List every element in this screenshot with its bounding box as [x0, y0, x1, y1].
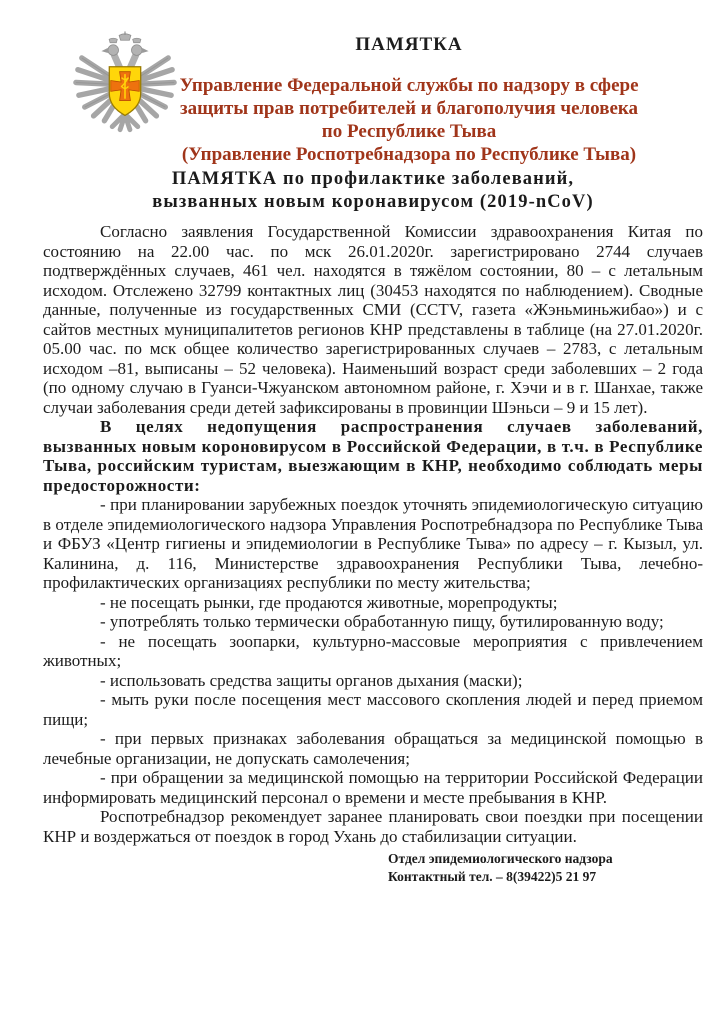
footer-contact-phone: Контактный тел. – 8(39422)5 21 97 — [388, 868, 597, 884]
org-name-line-1: Управление Федеральной службы по надзору в сфере — [179, 75, 639, 96]
precaution-item-1: - при планировании зарубежных поездок уточнять эпидемиологическую ситуацию в отделе эпидемиологического надзора Управления Роспотребнадзора по Республике Тыва и ФБУЗ «Центр гигиены и эпидемиологии в Республике Тыва» по адресу – г. Кызыл, ул. Калинина, д. 116, Министерстве здравоохранения Республики Тыва, лечебно-профилактических организациях республики по месту жительства; — [43, 495, 703, 592]
document-footer — [388, 850, 724, 885]
precaution-item-3: - употреблять только термически обработанную пищу, бутилированную воду; — [100, 612, 664, 631]
precaution-item-8: - при обращении за медицинской помощью на территории Российской Федерации информировать медицинский персонал о времени и месте пребывания в КНР. — [43, 768, 703, 807]
body-paragraph-precautions-intro: В целях недопущения распространения случаев заболеваний, вызванных новым короновирусом в Российской Федерации, в т.ч. в Республике Тыва, российским туристам, выезжающим в КНР, необходимо соблюдать меры предосторожности: — [43, 417, 703, 495]
document-type-label: ПАМЯТКА — [355, 34, 463, 55]
org-name-line-3: по Республике Тыва — [321, 121, 497, 142]
precaution-item-5: - использовать средства защиты органов дыхания (маски); — [100, 670, 523, 690]
body-paragraph-statistics: Согласно заявления Государственной Комиссии здравоохранения Китая по состоянию на 22.00 час. по мск 26.01.2020г. зарегистрировано 2744 случаев подтверждённых случаев, 461 чел. находятся в тяжёлом состоянии, 80 – с летальным исходом. Отслежено 32799 контактных лиц (30453 находятся по наблюдением). Сводные данные, полученные из государственных СМИ (CCTV, газета «Жэньминьжибао») и с сайтов местных муниципалитетов регионов КНР представлены в таблице (на 27.01.2020г. 05.00 час. по мск общее количество зарегистрированных случаев – 2783, с летальным исходом –81, выписаны – 52 человека). Наименьший возраст среди заболевших – 2 года (по одному случаю в Гуанси-Чжуанском автономном районе, г. Хэчи и в г. Шанхае, также случаи заболевания среди детей зафиксированы в провинции Шэньси – 9 и 15 лет). — [43, 222, 703, 417]
body-paragraph-closing: Роспотребнадзор рекомендует заранее планировать свои поездки при посещении КНР и воздержаться от поездок в город Ухань до стабилизации ситуации. — [43, 807, 703, 846]
memo-title-line-2: вызванных новым коронавирусом (2019-nCoV) — [152, 192, 594, 212]
document-header — [0, 0, 724, 222]
precaution-item-7: - при первых признаках заболевания обращаться за медицинской помощью в лечебные организации, не допускать самолечения; — [43, 729, 703, 768]
memo-title-line-1: ПАМЯТКА по профилактике заболеваний, — [171, 169, 575, 189]
organization-name — [122, 74, 696, 166]
memo-title — [43, 168, 703, 214]
footer-department: Отдел эпидемиологического надзора — [388, 851, 613, 866]
precaution-item-6: - мыть руки после посещения мест массового скопления людей и перед приемом пищи; — [43, 690, 703, 729]
precaution-item-4: - не посещать зоопарки, культурно-массовые мероприятия с привлечением животных; — [43, 631, 703, 670]
org-name-line-4: (Управление Роспотребнадзора по Республике Тыва) — [181, 144, 637, 165]
org-name-line-2: защиты прав потребителей и благополучия человека — [179, 98, 639, 119]
memo-body — [43, 222, 703, 846]
precaution-item-2: - не посещать рынки, где продаются животные, морепродукты; — [100, 592, 558, 612]
